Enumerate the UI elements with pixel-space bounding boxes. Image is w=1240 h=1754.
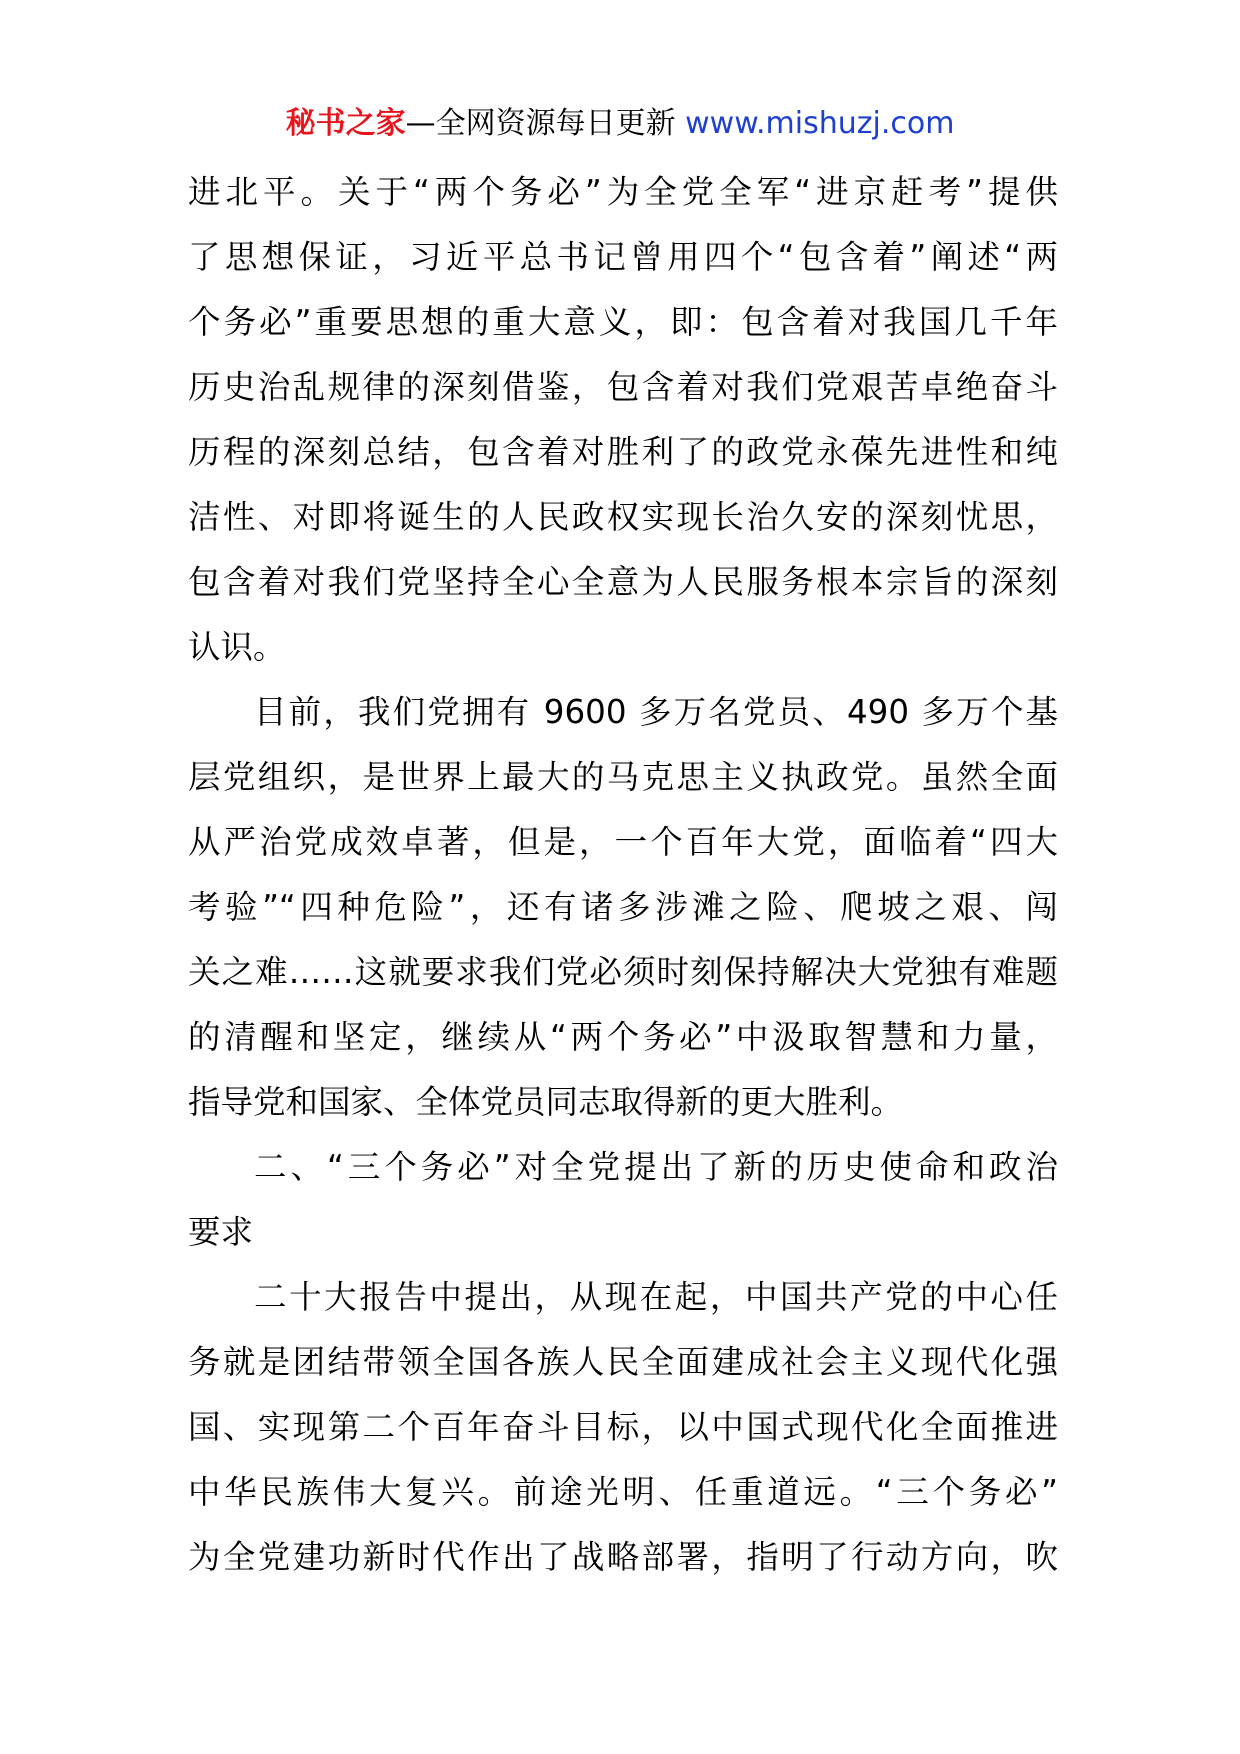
text-line: 包含着对我们党坚持全心全意为人民服务根本宗旨的深刻 xyxy=(188,563,1058,601)
text-line: 历程的深刻总结，包含着对胜利了的政党永葆先进性和纯 xyxy=(188,433,1058,471)
text-line: 进北平。关于“两个务必”为全党全军“进京赶考”提供 xyxy=(188,173,1058,211)
text-line: 了思想保证，习近平总书记曾用四个“包含着”阐述“两 xyxy=(188,238,1058,276)
section-heading-line: 要求 xyxy=(188,1213,254,1251)
text-line: 考验”“四种危险”，还有诸多涉滩之险、爬坡之艰、闯 xyxy=(188,888,1058,926)
text-line: 的清醒和坚定，继续从“两个务必”中汲取智慧和力量， xyxy=(188,1018,1058,1056)
text-line: 个务必”重要思想的重大意义，即：包含着对我国几千年 xyxy=(188,303,1058,341)
section-heading-line: 二、“三个务必”对全党提出了新的历史使命和政治 xyxy=(254,1148,1058,1186)
text-line: 国、实现第二个百年奋斗目标，以中国式现代化全面推进 xyxy=(188,1408,1058,1446)
page-header xyxy=(0,104,1240,144)
text-line: 务就是团结带领全国各族人民全面建成社会主义现代化强 xyxy=(188,1343,1058,1381)
text-line: 指导党和国家、全体党员同志取得新的更大胜利。 xyxy=(188,1083,904,1121)
text-line: 目前，我们党拥有 9600 多万名党员、490 多万个基 xyxy=(254,693,1058,731)
text-line: 认识。 xyxy=(188,628,286,666)
text-line: 历史治乱规律的深刻借鉴，包含着对我们党艰苦卓绝奋斗 xyxy=(188,368,1058,406)
text-line: 层党组织，是世界上最大的马克思主义执政党。虽然全面 xyxy=(188,758,1058,796)
text-line: 二十大报告中提出，从现在起，中国共产党的中心任 xyxy=(254,1278,1058,1316)
text-line: 关之难……这就要求我们党必须时刻保持解决大党独有难题 xyxy=(188,953,1058,991)
text-line: 洁性、对即将诞生的人民政权实现长治久安的深刻忧思， xyxy=(188,498,1058,536)
text-line: 从严治党成效卓著，但是，一个百年大党，面临着“四大 xyxy=(188,823,1058,861)
document-body xyxy=(188,160,1058,1590)
header-url-link[interactable]: www.mishuzj.com xyxy=(685,106,955,141)
header-tagline: —全网资源每日更新 xyxy=(405,106,676,141)
text-line: 为全党建功新时代作出了战略部署，指明了行动方向，吹 xyxy=(188,1538,1058,1576)
header-brand: 秘书之家 xyxy=(285,106,406,141)
text-line: 中华民族伟大复兴。前途光明、任重道远。“三个务必” xyxy=(188,1473,1058,1511)
